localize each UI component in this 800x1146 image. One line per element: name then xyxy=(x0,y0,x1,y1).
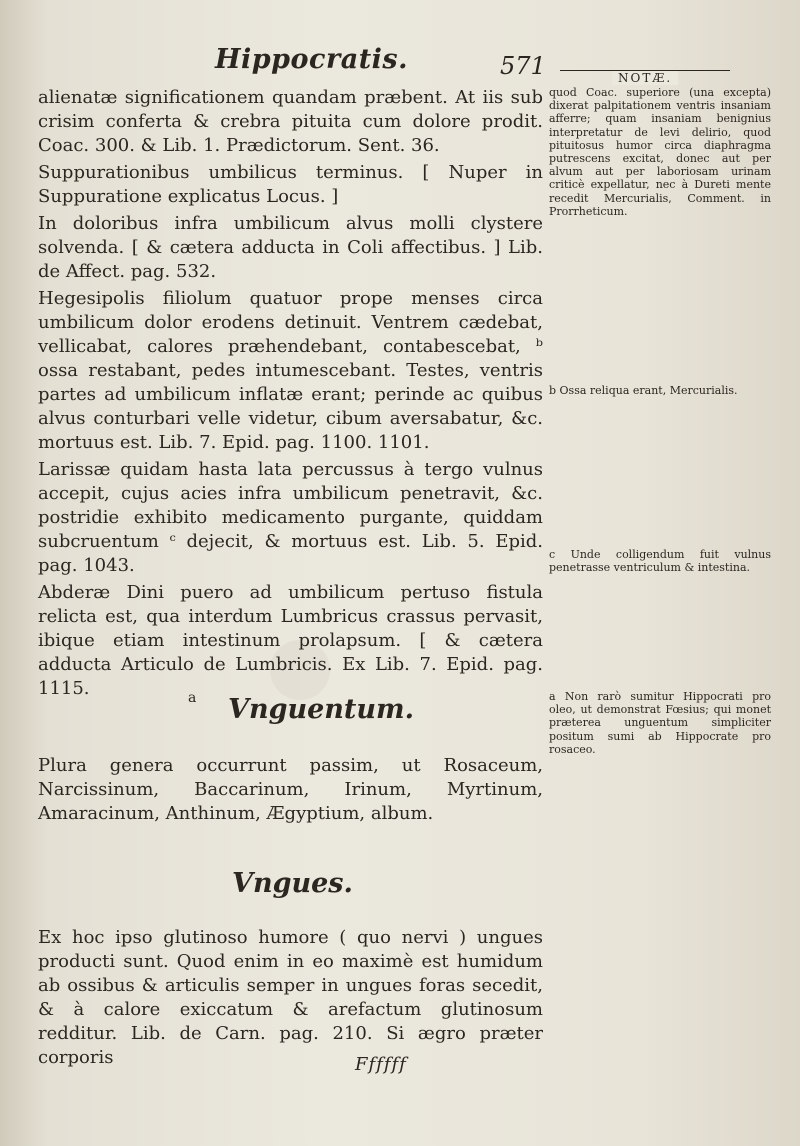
running-title: Hippocratis. xyxy=(215,44,409,75)
paragraph: Abderæ Dini puero ad umbilicum pertuso fistula relicta est, qua interdum Lumbricus crassus pervasit, ibique etiam intestinum prolapsum. [ & cætera adducta Articulo de Lumbricis. Ex Lib. 7. Epid. pag. 1115. xyxy=(38,582,543,699)
side-note-text: b Ossa reliqua erant, Mercurialis. xyxy=(549,384,738,397)
section-heading: Vngues. xyxy=(232,868,353,899)
section-heading: Vnguentum. xyxy=(228,694,414,725)
paragraph: Ex hoc ipso glutinoso humore ( quo nervi ) ungues producti sunt. Quod enim in eo maximè est humidum ab ossibus & articulis semper in ungues foras secedit, & à calore exiccatum & arefactum glutinosum redditur. Lib. de Carn. pag. 210. Si ægro præter corporis xyxy=(38,927,543,1068)
side-note-text: quod Coac. superiore (una excepta) dixerat palpitationem ventris insaniam afferre; quam insaniam benignius interpretatur de levi delirio, quod pituitosus humor circa diaphragma putrescens excitat, donec aut per alvum aut per laboriosam urinam criticè expellatur, nec à Dureti mente recedit Mercurialis, Comment. in Prorrheticum. xyxy=(549,86,771,218)
paragraph: In doloribus infra umbilicum alvus molli clystere solvenda. [ & cætera adducta in Coli affectibus. ] Lib. de Affect. pag. 532. xyxy=(38,213,543,282)
footnote-marker: a xyxy=(188,690,197,706)
side-note xyxy=(549,86,771,218)
side-note xyxy=(549,548,771,574)
main-text-column xyxy=(38,86,543,704)
notes-label: NOTÆ. xyxy=(612,71,678,85)
side-note xyxy=(549,384,771,397)
side-note-text: a Non rarò sumitur Hippocrati pro oleo, ut demonstrat Fœsius; qui monet præterea unguentum simpliciter positum sumi ab Hippocrate pro rosaceo. xyxy=(549,690,771,756)
side-note xyxy=(549,690,771,756)
paragraph: Suppurationibus umbilicus terminus. [ Nuper in Suppuratione explicatus Locus. ] xyxy=(38,162,543,207)
side-note-text: c Unde colligendum fuit vulnus penetrasse ventriculum & intestina. xyxy=(549,548,771,575)
printer-signature: Ffffff xyxy=(355,1054,407,1075)
section-text xyxy=(38,926,543,1070)
section-text xyxy=(38,754,543,826)
paragraph: alienatæ significationem quandam præbent. At iis sub crisim conferta & crebra pituita cum dolore prodit. Coac. 300. & Lib. 1. Prædictorum. Sent. 36. xyxy=(38,87,543,156)
paragraph: Larissæ quidam hasta lata percussus à tergo vulnus accepit, cujus acies infra umbilicum penetravit, &c. postridie exhibito medicamento purgante, quiddam subcruentum ᶜ dejecit, & mortuus est. Lib. 5. Epid. pag. 1043. xyxy=(38,459,543,576)
paragraph: Plura genera occurrunt passim, ut Rosaceum, Narcissinum, Baccarinum, Irinum, Myrtinum, Amaracinum, Anthinum, Ægyptium, album. xyxy=(38,755,543,824)
page-number: 571 xyxy=(500,52,546,80)
paragraph: Hegesipolis filiolum quatuor prope menses circa umbilicum dolor erodens detinuit. Ventrem cædebat, vellicabat, calores præhendebant, contabescebat, ᵇ ossa restabant, pedes intumescebant. Testes, ventris partes ad umbilicum inflatæ erant; perinde ac quibus alvus conturbari velle videtur, cibum aversabatur, &c. mortuus est. Lib. 7. Epid. pag. 1100. 1101. xyxy=(38,288,543,453)
